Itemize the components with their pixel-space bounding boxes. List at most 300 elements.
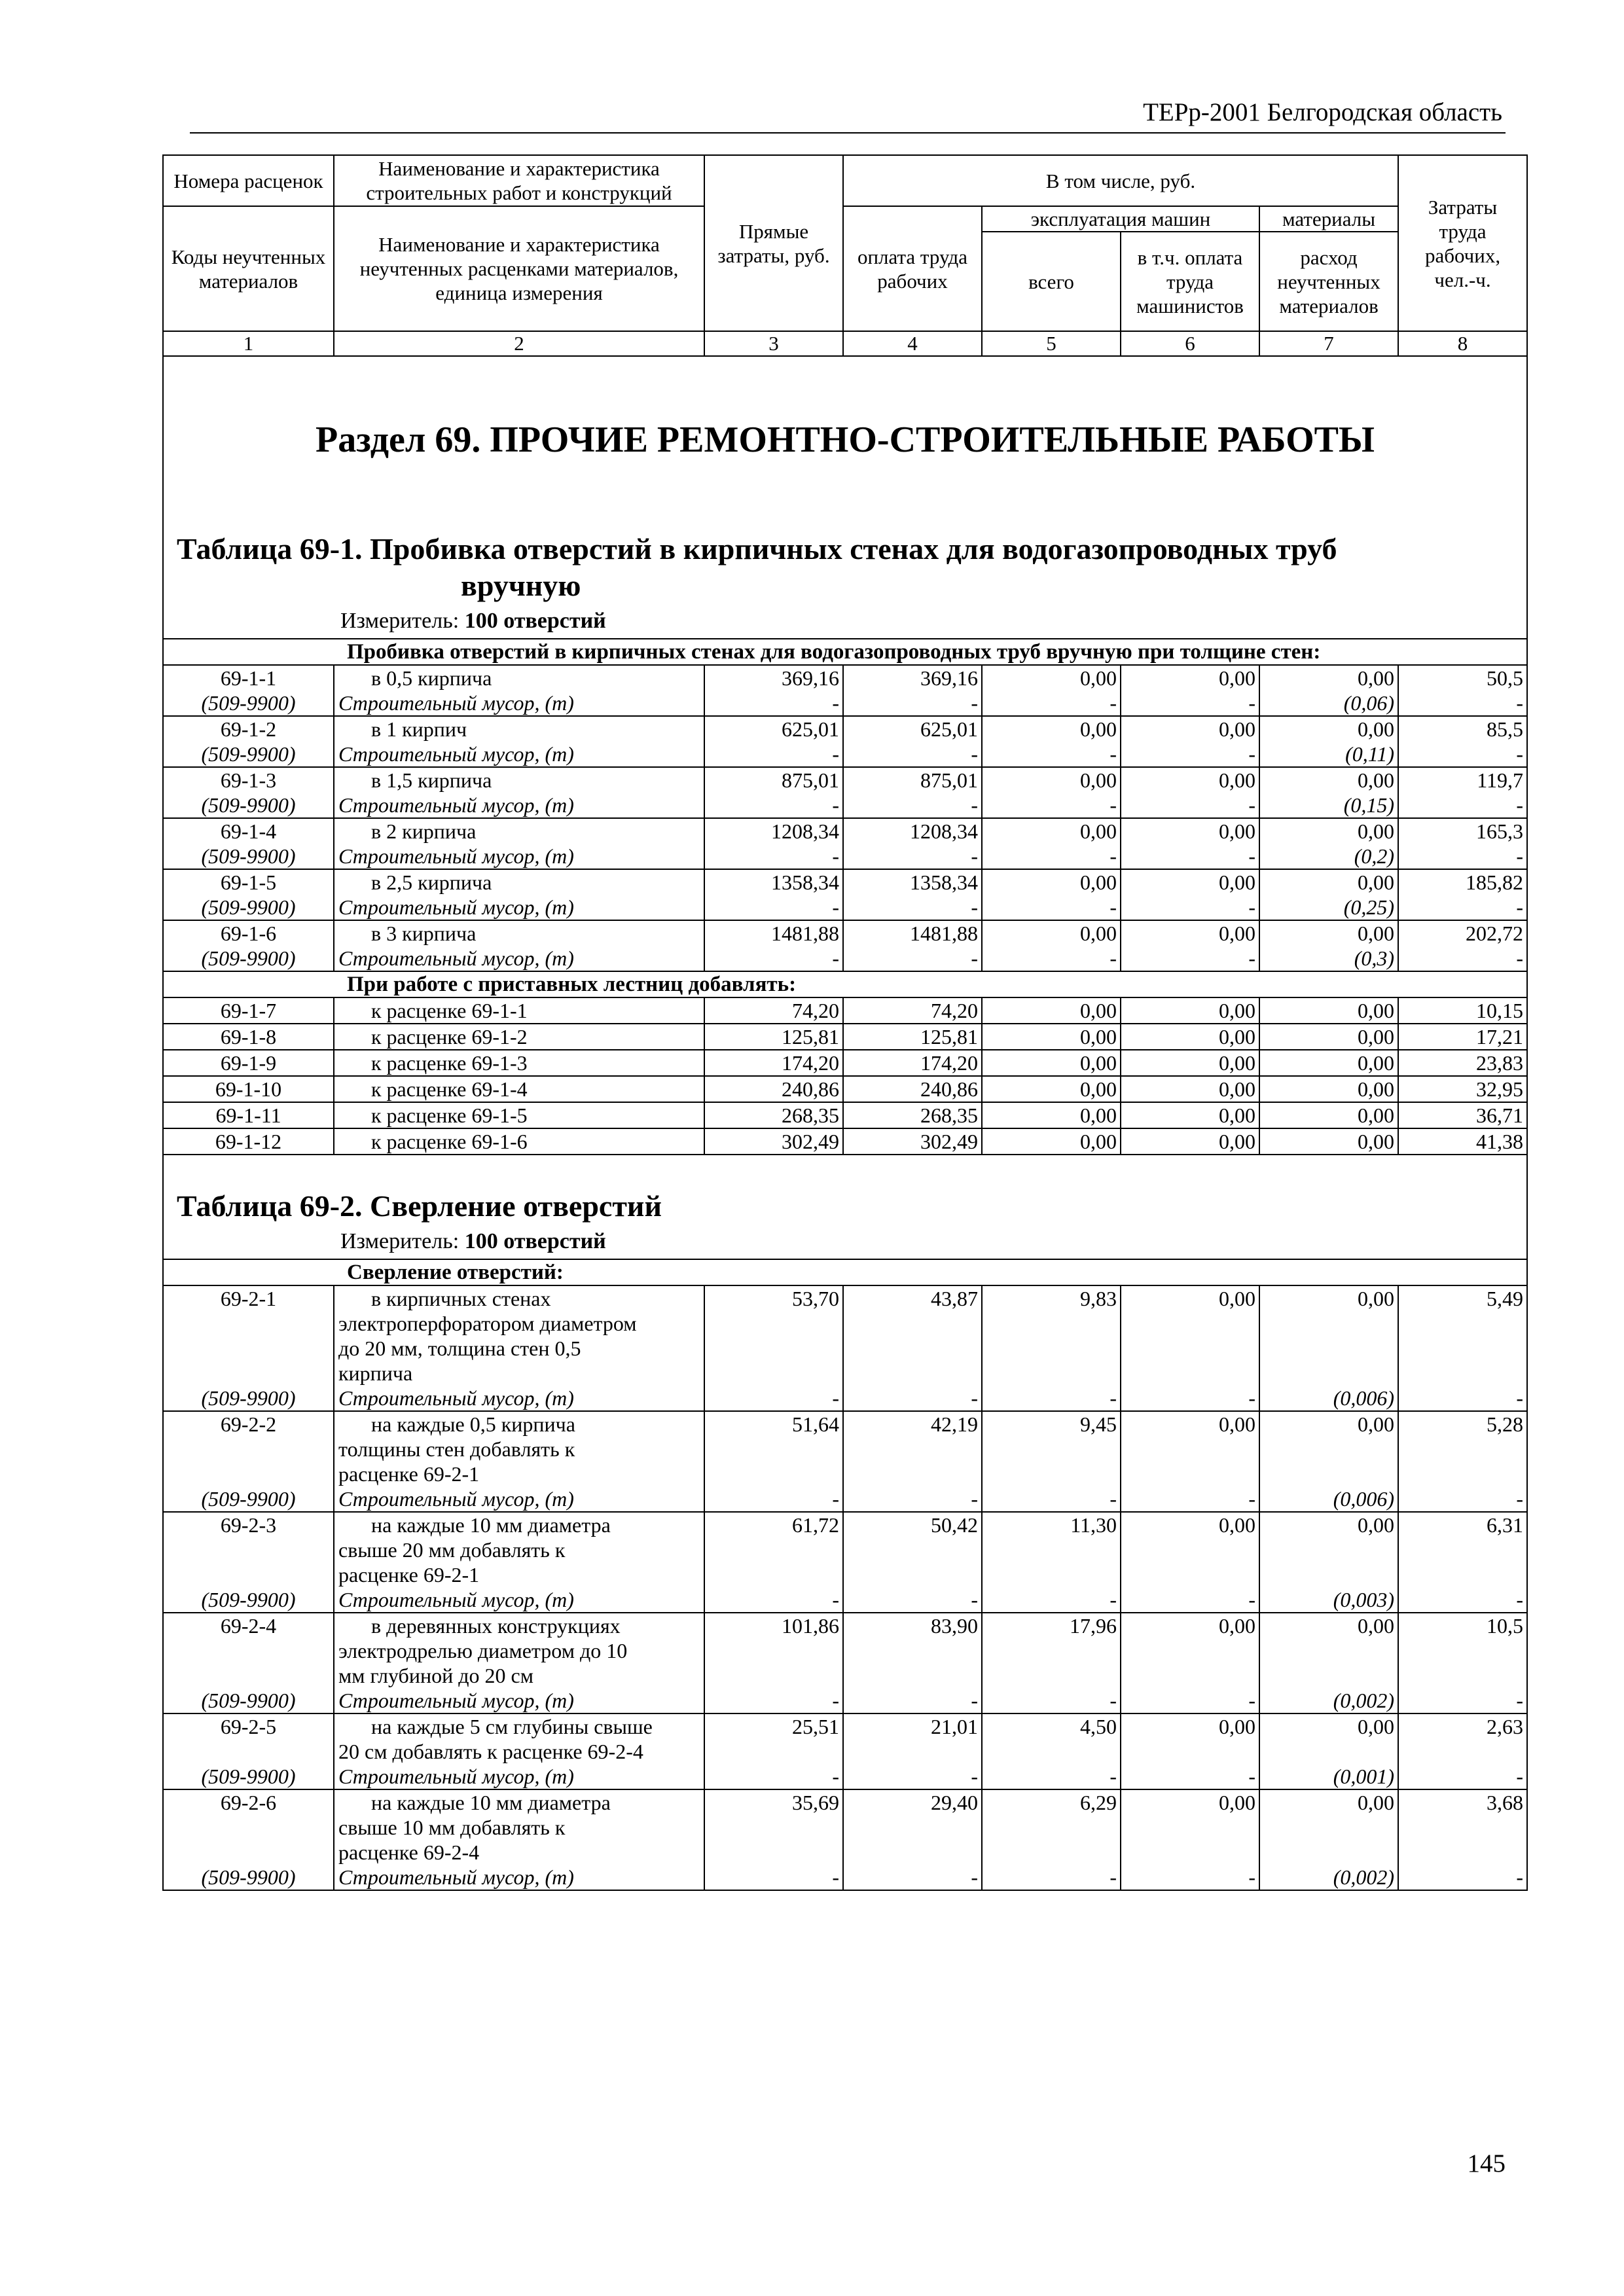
rate-c4: 174,20 (843, 1050, 982, 1076)
rate-name-text: к расценке 69-1-2 (371, 1025, 528, 1049)
material-dash: - (1398, 844, 1527, 869)
rate-name (334, 1411, 704, 1486)
rate-c3: 125,81 (704, 1024, 843, 1050)
rate-c8: 5,28 (1398, 1411, 1527, 1486)
rate-c5: 0,00 (982, 1076, 1121, 1102)
rate-code: 69-1-1 (163, 665, 334, 691)
rate-c8: 5,49 (1398, 1285, 1527, 1386)
rate-c4: 42,19 (843, 1411, 982, 1486)
rate-c4: 125,81 (843, 1024, 982, 1050)
rate-name-line: мм глубиной до 20 см (338, 1664, 533, 1687)
table2-group-heading: Сверление отверстий: (163, 1259, 1527, 1285)
rate-name-line: свыше 10 мм добавлять к (338, 1816, 566, 1839)
rate-c7: 0,00 (1259, 1713, 1398, 1764)
material-dash: - (1398, 1587, 1527, 1613)
rate-c3: 268,35 (704, 1102, 843, 1128)
rate-c6: 0,00 (1121, 920, 1259, 946)
material-code: (509-9900) (163, 1587, 334, 1613)
material-qty: (0,3) (1259, 946, 1398, 971)
rate-code: 69-1-12 (163, 1128, 334, 1155)
material-dash: - (704, 1688, 843, 1713)
rate-name-line: на каждые 0,5 кирпича (371, 1412, 575, 1436)
rate-name-text: в 1,5 кирпича (371, 768, 492, 792)
material-dash: - (1121, 742, 1259, 767)
material-row (163, 793, 1527, 818)
material-dash: - (1398, 1688, 1527, 1713)
table-row (163, 920, 1527, 946)
header-including: В том числе, руб. (843, 155, 1398, 206)
material-code: (509-9900) (163, 946, 334, 971)
rate-c4: 625,01 (843, 716, 982, 742)
material-name: Строительный мусор, (т) (334, 895, 704, 920)
rate-c4: 74,20 (843, 997, 982, 1024)
rate-code: 69-2-3 (163, 1512, 334, 1587)
material-code: (509-9900) (163, 793, 334, 818)
material-name: Строительный мусор, (т) (334, 1486, 704, 1512)
rate-c7: 0,00 (1259, 1076, 1398, 1102)
material-row (163, 946, 1527, 971)
material-dash: - (843, 1688, 982, 1713)
material-qty: (0,002) (1259, 1688, 1398, 1713)
rate-c3: 25,51 (704, 1713, 843, 1764)
material-dash: - (704, 946, 843, 971)
table2-meter (163, 1225, 1527, 1259)
material-qty: (0,2) (1259, 844, 1398, 869)
rate-name-text: к расценке 69-1-1 (371, 999, 528, 1022)
table2-title: Таблица 69-2. Сверление отверстий (163, 1188, 1527, 1225)
header-num-6: 6 (1121, 331, 1259, 356)
header-num-1: 1 (163, 331, 334, 356)
table-row (163, 1713, 1527, 1764)
material-dash: - (843, 1865, 982, 1890)
rate-name (334, 1285, 704, 1386)
material-dash: - (704, 691, 843, 716)
material-name: Строительный мусор, (т) (334, 793, 704, 818)
header-machines-total: всего (982, 232, 1121, 331)
header-machines: эксплуатация машин (982, 206, 1259, 232)
rate-code: 69-1-3 (163, 767, 334, 793)
table-row (163, 1128, 1527, 1155)
rate-c3: 53,70 (704, 1285, 843, 1386)
material-code: (509-9900) (163, 895, 334, 920)
table1-meter (163, 604, 1527, 639)
material-dash: - (843, 691, 982, 716)
header-num-3: 3 (704, 331, 843, 356)
material-row (163, 895, 1527, 920)
rate-c3: 35,69 (704, 1789, 843, 1865)
header-labor: Затраты труда рабочих, чел.-ч. (1398, 155, 1527, 331)
rate-code: 69-2-4 (163, 1613, 334, 1688)
header-material-codes: Коды неучтенных материалов (163, 206, 334, 331)
rate-c5: 0,00 (982, 665, 1121, 691)
header-rate-numbers: Номера расценок (163, 155, 334, 206)
rate-c5: 17,96 (982, 1613, 1121, 1688)
table1-title (163, 519, 1527, 604)
material-dash: - (982, 1587, 1121, 1613)
rate-name-line: в деревянных конструкциях (371, 1614, 621, 1638)
rate-c8: 17,21 (1398, 1024, 1527, 1050)
table-row (163, 997, 1527, 1024)
rate-c3: 240,86 (704, 1076, 843, 1102)
material-dash: - (1121, 895, 1259, 920)
section-title: Раздел 69. ПРОЧИЕ РЕМОНТНО-СТРОИТЕЛЬНЫЕ РАБОТЫ (163, 356, 1527, 519)
spacer (163, 1155, 1527, 1188)
rate-c3: 369,16 (704, 665, 843, 691)
material-name: Строительный мусор, (т) (334, 691, 704, 716)
material-dash: - (982, 895, 1121, 920)
rate-code: 69-2-1 (163, 1285, 334, 1386)
rate-c8: 41,38 (1398, 1128, 1527, 1155)
rate-c4: 1208,34 (843, 818, 982, 844)
rate-c6: 0,00 (1121, 1512, 1259, 1587)
material-code: (509-9900) (163, 691, 334, 716)
material-dash: - (843, 946, 982, 971)
material-dash: - (1121, 946, 1259, 971)
rate-c6: 0,00 (1121, 1024, 1259, 1050)
material-name: Строительный мусор, (т) (334, 1764, 704, 1789)
rate-c5: 0,00 (982, 767, 1121, 793)
material-dash: - (982, 946, 1121, 971)
material-dash: - (843, 1386, 982, 1411)
rate-c4: 302,49 (843, 1128, 982, 1155)
rate-name-text: к расценке 69-1-3 (371, 1051, 528, 1075)
rate-c4: 43,87 (843, 1285, 982, 1386)
material-dash: - (1398, 691, 1527, 716)
material-dash: - (843, 1486, 982, 1512)
table2-meter-value: 100 отверстий (464, 1229, 606, 1253)
material-dash: - (843, 1587, 982, 1613)
material-qty: (0,15) (1259, 793, 1398, 818)
rate-c5: 0,00 (982, 1024, 1121, 1050)
rate-code: 69-2-6 (163, 1789, 334, 1865)
material-dash: - (704, 793, 843, 818)
rate-c4: 875,01 (843, 767, 982, 793)
rate-name-line: расценке 69-2-4 (338, 1840, 480, 1864)
material-dash: - (1121, 1386, 1259, 1411)
rate-c6: 0,00 (1121, 1713, 1259, 1764)
material-dash: - (1398, 895, 1527, 920)
rate-c7: 0,00 (1259, 1024, 1398, 1050)
rate-name-line: толщины стен добавлять к (338, 1437, 575, 1461)
rate-code: 69-1-10 (163, 1076, 334, 1102)
material-dash: - (982, 691, 1121, 716)
rate-c5: 9,83 (982, 1285, 1121, 1386)
rate-c8: 23,83 (1398, 1050, 1527, 1076)
rate-c4: 240,86 (843, 1076, 982, 1102)
rate-c8: 50,5 (1398, 665, 1527, 691)
rate-name-line: расценке 69-2-1 (338, 1563, 480, 1587)
rate-name-line: кирпича (338, 1361, 413, 1385)
rate-c5: 4,50 (982, 1713, 1121, 1764)
material-dash: - (704, 895, 843, 920)
rate-code: 69-1-11 (163, 1102, 334, 1128)
rate-name (334, 920, 704, 946)
rate-c6: 0,00 (1121, 1128, 1259, 1155)
rate-c4: 369,16 (843, 665, 982, 691)
rate-name (334, 1076, 704, 1102)
running-head: ТЕРр-2001 Белгородская область (1143, 98, 1502, 126)
rate-c6: 0,00 (1121, 1613, 1259, 1688)
material-qty: (0,25) (1259, 895, 1398, 920)
material-row (163, 691, 1527, 716)
table-row (163, 1411, 1527, 1486)
material-dash: - (982, 1764, 1121, 1789)
rate-name-text: к расценке 69-1-6 (371, 1130, 528, 1153)
rate-code: 69-2-5 (163, 1713, 334, 1764)
rate-code: 69-1-4 (163, 818, 334, 844)
rate-c4: 50,42 (843, 1512, 982, 1587)
rate-c3: 101,86 (704, 1613, 843, 1688)
rate-name-line: 20 см добавлять к расценке 69-2-4 (338, 1740, 643, 1763)
rate-c4: 1358,34 (843, 869, 982, 895)
rate-c8: 2,63 (1398, 1713, 1527, 1764)
rate-name (334, 1024, 704, 1050)
table2-meter-label: Измеритель: (340, 1229, 465, 1253)
material-dash: - (1398, 742, 1527, 767)
material-name: Строительный мусор, (т) (334, 742, 704, 767)
material-dash: - (1398, 1386, 1527, 1411)
material-dash: - (843, 742, 982, 767)
material-name: Строительный мусор, (т) (334, 844, 704, 869)
table-row (163, 1613, 1527, 1688)
material-code: (509-9900) (163, 1764, 334, 1789)
header-num-2: 2 (334, 331, 704, 356)
rate-c6: 0,00 (1121, 997, 1259, 1024)
rate-c7: 0,00 (1259, 1411, 1398, 1486)
rate-c7: 0,00 (1259, 869, 1398, 895)
rate-c8: 10,15 (1398, 997, 1527, 1024)
rate-code: 69-1-6 (163, 920, 334, 946)
rate-c7: 0,00 (1259, 1102, 1398, 1128)
material-row (163, 1486, 1527, 1512)
material-qty: (0,006) (1259, 1386, 1398, 1411)
rate-c3: 174,20 (704, 1050, 843, 1076)
material-dash: - (1398, 793, 1527, 818)
rate-c6: 0,00 (1121, 869, 1259, 895)
material-row (163, 1386, 1527, 1411)
rate-name (334, 1128, 704, 1155)
rates-table (162, 154, 1528, 1891)
rate-c5: 6,29 (982, 1789, 1121, 1865)
material-code: (509-9900) (163, 844, 334, 869)
material-dash: - (704, 1865, 843, 1890)
table1-meter-label: Измеритель: (340, 609, 465, 633)
rate-c5: 0,00 (982, 1102, 1121, 1128)
material-dash: - (1121, 1486, 1259, 1512)
rate-c4: 83,90 (843, 1613, 982, 1688)
rate-c7: 0,00 (1259, 1128, 1398, 1155)
rate-c6: 0,00 (1121, 665, 1259, 691)
rate-name-line: свыше 20 мм добавлять к (338, 1538, 566, 1562)
material-dash: - (1398, 946, 1527, 971)
material-row (163, 844, 1527, 869)
table1-title-line1: Таблица 69-1. Пробивка отверстий в кирпичных стенах для водогазопроводных труб (177, 532, 1337, 565)
table-body (163, 155, 1527, 1890)
material-dash: - (1121, 691, 1259, 716)
table1-group-heading: Пробивка отверстий в кирпичных стенах для водогазопроводных труб вручную при толщине стен: (163, 639, 1527, 665)
rate-c8: 119,7 (1398, 767, 1527, 793)
header-work-name: Наименование и характеристика строительных работ и конструкций (334, 155, 704, 206)
material-dash: - (982, 742, 1121, 767)
rate-c8: 202,72 (1398, 920, 1527, 946)
rate-c6: 0,00 (1121, 818, 1259, 844)
material-code: (509-9900) (163, 1688, 334, 1713)
rate-c3: 1208,34 (704, 818, 843, 844)
table1-title-line2: вручную (461, 569, 581, 602)
rate-name-text: к расценке 69-1-5 (371, 1103, 528, 1127)
rate-name (334, 869, 704, 895)
table-row (163, 767, 1527, 793)
rate-c7: 0,00 (1259, 818, 1398, 844)
rate-c5: 0,00 (982, 920, 1121, 946)
rate-name-line: до 20 мм, толщина стен 0,5 (338, 1336, 581, 1360)
rate-c3: 74,20 (704, 997, 843, 1024)
material-dash: - (704, 844, 843, 869)
material-code: (509-9900) (163, 1486, 334, 1512)
rate-c5: 11,30 (982, 1512, 1121, 1587)
rate-name (334, 997, 704, 1024)
rate-c7: 0,00 (1259, 1285, 1398, 1386)
rate-name (334, 1789, 704, 1865)
table-row (163, 1285, 1527, 1386)
rate-name (334, 1512, 704, 1587)
rate-c6: 0,00 (1121, 767, 1259, 793)
table-row (163, 1076, 1527, 1102)
rate-code: 69-1-9 (163, 1050, 334, 1076)
material-dash: - (982, 1486, 1121, 1512)
rate-c4: 1481,88 (843, 920, 982, 946)
rate-c5: 9,45 (982, 1411, 1121, 1486)
rate-name-line: на каждые 10 мм диаметра (371, 1791, 611, 1814)
rate-c6: 0,00 (1121, 716, 1259, 742)
rate-c8: 36,71 (1398, 1102, 1527, 1128)
material-dash: - (1121, 1587, 1259, 1613)
rate-c8: 3,68 (1398, 1789, 1527, 1865)
rate-name (334, 716, 704, 742)
rate-c6: 0,00 (1121, 1102, 1259, 1128)
material-name: Строительный мусор, (т) (334, 1865, 704, 1890)
material-qty: (0,002) (1259, 1865, 1398, 1890)
rate-name (334, 767, 704, 793)
rate-c7: 0,00 (1259, 767, 1398, 793)
rate-name (334, 1050, 704, 1076)
rate-name-line: на каждые 10 мм диаметра (371, 1513, 611, 1537)
table-row (163, 665, 1527, 691)
rate-name-text: в 1 кирпич (371, 717, 467, 741)
header-num-8: 8 (1398, 331, 1527, 356)
material-dash: - (982, 793, 1121, 818)
rate-c6: 0,00 (1121, 1076, 1259, 1102)
material-row (163, 1587, 1527, 1613)
rate-c3: 61,72 (704, 1512, 843, 1587)
material-row (163, 1688, 1527, 1713)
rate-c8: 6,31 (1398, 1512, 1527, 1587)
table-row (163, 1102, 1527, 1128)
material-name: Строительный мусор, (т) (334, 946, 704, 971)
rate-c7: 0,00 (1259, 1050, 1398, 1076)
material-name: Строительный мусор, (т) (334, 1587, 704, 1613)
table-row (163, 1789, 1527, 1865)
material-dash: - (704, 1486, 843, 1512)
table-row (163, 1050, 1527, 1076)
rate-name (334, 1713, 704, 1764)
material-dash: - (704, 1386, 843, 1411)
material-code: (509-9900) (163, 1386, 334, 1411)
material-qty: (0,003) (1259, 1587, 1398, 1613)
rate-code: 69-2-2 (163, 1411, 334, 1486)
rate-name-line: в кирпичных стенах (371, 1287, 551, 1310)
rate-c3: 875,01 (704, 767, 843, 793)
rate-c3: 1358,34 (704, 869, 843, 895)
rate-code: 69-1-7 (163, 997, 334, 1024)
material-qty: (0,06) (1259, 691, 1398, 716)
material-dash: - (1398, 1486, 1527, 1512)
rate-c6: 0,00 (1121, 1411, 1259, 1486)
rate-name (334, 818, 704, 844)
header-material-name: Наименование и характеристика неучтенных расценками материалов, единица измерения (334, 206, 704, 331)
rate-name-text: в 2,5 кирпича (371, 870, 492, 894)
rate-c8: 10,5 (1398, 1613, 1527, 1688)
rate-c8: 85,5 (1398, 716, 1527, 742)
rate-name-line: на каждые 5 см глубины свыше (371, 1715, 653, 1738)
table-row (163, 869, 1527, 895)
material-dash: - (704, 742, 843, 767)
rate-name-line: расценке 69-2-1 (338, 1462, 480, 1486)
rate-c7: 0,00 (1259, 1789, 1398, 1865)
rate-name-text: в 3 кирпича (371, 922, 477, 945)
rate-name-line: электроперфоратором диаметром (338, 1312, 637, 1335)
material-code: (509-9900) (163, 1865, 334, 1890)
table-row (163, 716, 1527, 742)
table-row (163, 1512, 1527, 1587)
rate-c8: 185,82 (1398, 869, 1527, 895)
material-dash: - (843, 895, 982, 920)
material-dash: - (1398, 1764, 1527, 1789)
rate-name-text: в 2 кирпича (371, 819, 477, 843)
header-unaccounted-materials: расход неучтенных материалов (1259, 232, 1398, 331)
material-dash: - (1121, 1688, 1259, 1713)
table-row (163, 818, 1527, 844)
material-qty: (0,006) (1259, 1486, 1398, 1512)
material-dash: - (1121, 793, 1259, 818)
header-direct-costs: Прямые затраты, руб. (704, 155, 843, 331)
material-dash: - (704, 1764, 843, 1789)
rate-c7: 0,00 (1259, 665, 1398, 691)
material-dash: - (982, 844, 1121, 869)
material-dash: - (982, 1386, 1121, 1411)
header-materials: материалы (1259, 206, 1398, 232)
material-qty: (0,001) (1259, 1764, 1398, 1789)
material-row (163, 742, 1527, 767)
rate-c6: 0,00 (1121, 1285, 1259, 1386)
material-dash: - (1121, 844, 1259, 869)
rate-c7: 0,00 (1259, 920, 1398, 946)
table1-meter-value: 100 отверстий (464, 609, 606, 633)
rate-c5: 0,00 (982, 869, 1121, 895)
rate-c3: 1481,88 (704, 920, 843, 946)
rate-name (334, 665, 704, 691)
rate-c5: 0,00 (982, 818, 1121, 844)
rate-code: 69-1-8 (163, 1024, 334, 1050)
material-row (163, 1764, 1527, 1789)
material-name: Строительный мусор, (т) (334, 1688, 704, 1713)
header-num-5: 5 (982, 331, 1121, 356)
material-dash: - (1398, 1865, 1527, 1890)
material-dash: - (1121, 1865, 1259, 1890)
material-dash: - (843, 1764, 982, 1789)
rate-name-line: электродрелью диаметром до 10 (338, 1639, 628, 1662)
rate-c8: 32,95 (1398, 1076, 1527, 1102)
